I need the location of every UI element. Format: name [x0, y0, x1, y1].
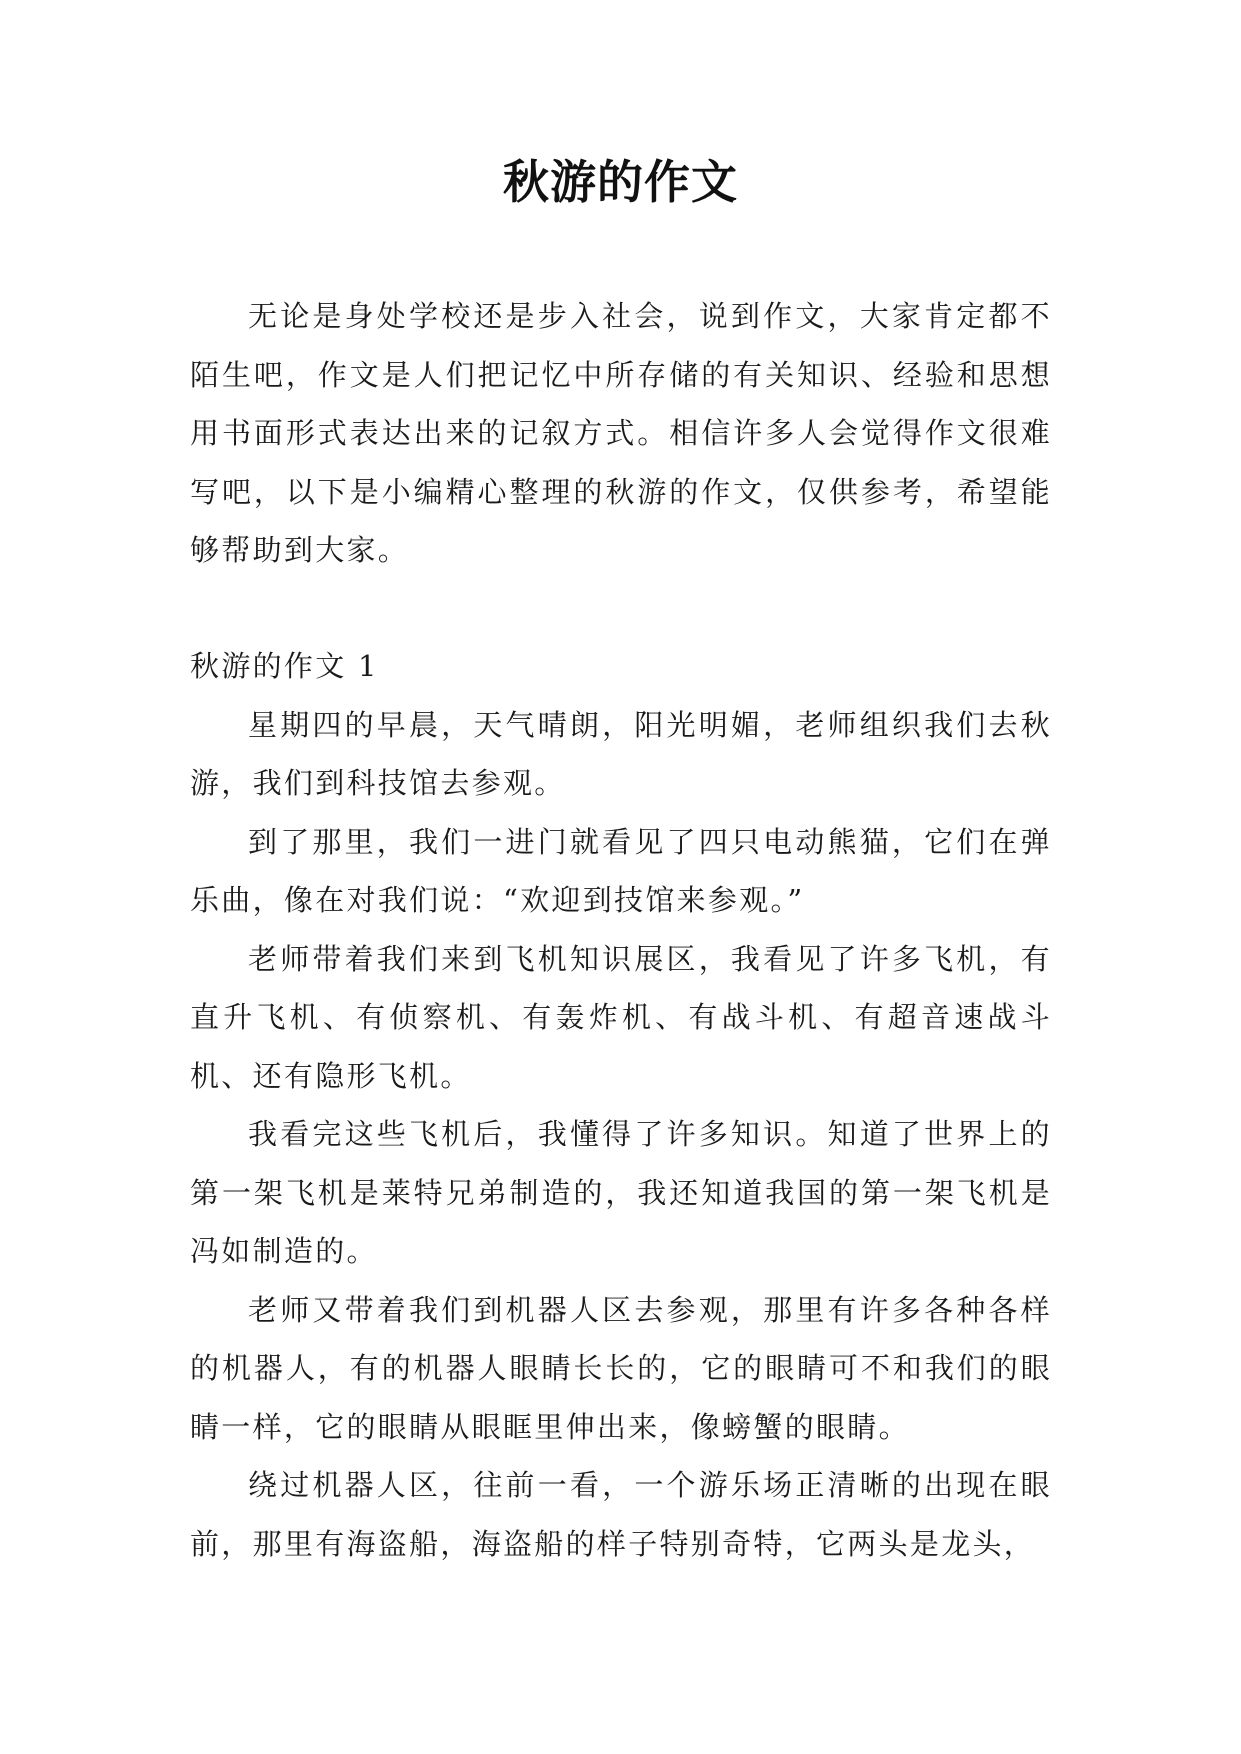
body-paragraph: 我看完这些飞机后，我懂得了许多知识。知道了世界上的第一架飞机是莱特兄弟制造的，我还知道我国的第一架飞机是冯如制造的。 [190, 1117, 1052, 1268]
body-paragraph: 老师带着我们来到飞机知识展区，我看见了许多飞机，有直升飞机、有侦察机、有轰炸机、有战斗机、有超音速战斗机、还有隐形飞机。 [190, 941, 1052, 1093]
intro-block [190, 287, 1052, 580]
body-paragraph: 星期四的早晨，天气晴朗，阳光明媚，老师组织我们去秋游，我们到科技馆去参观。 [190, 707, 1052, 800]
body-paragraph: 到了那里，我们一进门就看见了四只电动熊猫，它们在弹乐曲，像在对我们说：“欢迎到技馆来参观。” [190, 824, 1052, 917]
essay-section [190, 637, 1052, 1573]
body-paragraph: 老师又带着我们到机器人区去参观，那里有许多各种各样的机器人，有的机器人眼睛长长的，它的眼睛可不和我们的眼睛一样，它的眼睛从眼眶里伸出来，像螃蟹的眼睛。 [190, 1292, 1052, 1444]
page-title: 秋游的作文 [503, 155, 738, 209]
body-paragraph: 绕过机器人区，往前一看，一个游乐场正清晰的出现在眼前，那里有海盗船，海盗船的样子特别奇特，它两头是龙头， [190, 1468, 1052, 1561]
section-heading: 秋游的作文 1 [190, 649, 379, 683]
intro-paragraph: 无论是身处学校还是步入社会，说到作文，大家肯定都不陌生吧，作文是人们把记忆中所存储的有关知识、经验和思想用书面形式表达出来的记叙方式。相信许多人会觉得作文很难写吧，以下是小编精心整理的秋游的作文，仅供参考，希望能够帮助到大家。 [190, 299, 1052, 567]
